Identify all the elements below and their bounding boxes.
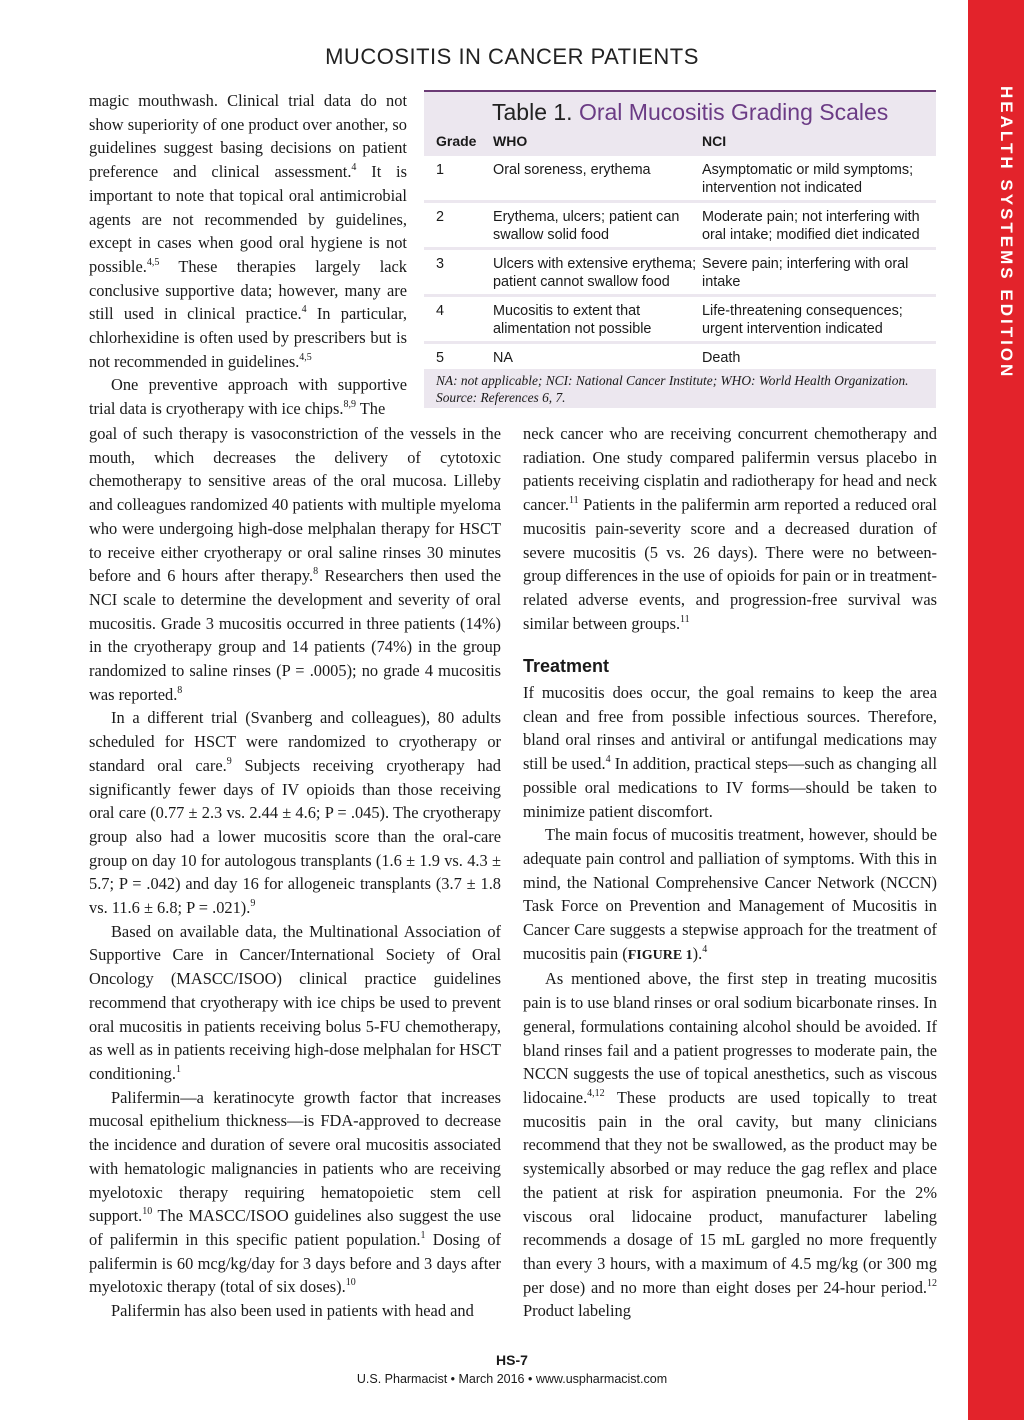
table-cell-grade: 4: [436, 303, 445, 319]
page-number: HS-7: [496, 1352, 528, 1368]
paragraph: [523, 967, 937, 1323]
paragraph: [89, 89, 407, 373]
body-column-right: [523, 422, 937, 1323]
paragraph: [523, 422, 937, 635]
text-run: Dosing of palifermin is 60 mcg/kg/day for 3 days before and 3 days after myelotoxic therapy (total of six doses).: [89, 1229, 501, 1297]
text-run: If mucositis does occur, the goal remains to keep the area clean and free from possible infectious sources. Therefore, bland oral rinses and antiviral or antifungal medications may still be used.: [523, 683, 937, 774]
citation: 4: [351, 162, 357, 174]
citation: 4,5: [146, 256, 160, 268]
table-cell-grade: 2: [436, 209, 445, 225]
citation: 4,12: [587, 1087, 605, 1099]
citation: 9: [250, 898, 256, 910]
paragraph: [89, 422, 501, 706]
table-header-who: WHO: [493, 133, 528, 149]
text-run: Product labeling: [523, 1301, 631, 1321]
text-run: As mentioned above, the first step in treating mucositis pain is to use bland rinses or oral sodium bicarbonate rinses. In general, formulations containing alcohol should be avoided. If bland rinses fail and a patient progresses to moderate pain, the NCCN suggests the use of topical anesthetics, such as viscous lidocaine.: [523, 969, 937, 1107]
citation: 8: [177, 684, 183, 696]
text-run: Palifermin—a keratinocyte growth factor that increases mucosal epithelium thickness—is FDA-approved to decrease the incidence and duration of severe oral mucositis associated with hematologic malignancies in patients who are receiving myelotoxic therapy requiring hematopoietic stem cell support.: [89, 1087, 501, 1226]
table-oral-mucositis-grading: [424, 90, 936, 408]
citation: 4: [702, 943, 708, 955]
table-cell-nci: Moderate pain; not interfering with oral intake; modified diet indicated: [702, 209, 920, 243]
body-column-top-left: [89, 89, 407, 421]
table-cell-nci: Death: [702, 350, 741, 366]
table-cell-grade: 5: [436, 350, 445, 366]
text-run: In a different trial (Svanberg and colleagues), 80 adults scheduled for HSCT were randomized to cryotherapy or standard oral care.: [89, 708, 501, 775]
running-head: MUCOSITIS IN CANCER PATIENTS: [325, 44, 699, 69]
paragraph: [523, 681, 937, 823]
citation: 10: [142, 1206, 153, 1218]
publication-footer: U.S. Pharmacist • March 2016 • www.uspharmacist.com: [356, 1372, 668, 1386]
citation: 1: [175, 1063, 181, 1075]
citation: 11: [568, 495, 579, 507]
citation: 11: [680, 613, 690, 625]
citation: 8: [313, 566, 319, 578]
table-header-grade: Grade: [436, 133, 477, 149]
citation: 1: [420, 1229, 426, 1241]
citation: 10: [345, 1277, 356, 1289]
text-run: The main focus of mucositis treatment, however, should be adequate pain control and palliation of symptoms. With this in mind, the National Comprehensive Cancer Network (NCCN) Task Force on Prevention and Management of Mucositis in Cancer Care suggests a stepwise approach for the treatment of mucositis pain (: [523, 825, 937, 963]
table-header-nci: NCI: [702, 133, 727, 149]
text-run: Researchers then used the NCI scale to determine the development and severity of oral mucositis. Grade 3 mucositis occurred in three patients (14%) in the cryotherapy group and 14 patients (74%) in the group randomized to saline rinses (P = .0005); no grade 4 mucositis was reported.: [89, 566, 501, 704]
table-title-prefix: Table 1.: [492, 99, 573, 125]
section-heading-treatment: Treatment: [523, 656, 610, 677]
text-run: These products are used topically to treat mucositis pain in the oral cavity, but many clinicians recommend that they not be swallowed, as the product may be systemically absorbed or may reduce the gag reflex and place the patient at risk for aspiration pneumonia. For the 2% viscous oral lidocaine product, manufacturer labeling recommends a dosage of 15 mL gargled no more frequently than every 3 hours, with a maximum of 4.5 mg/kg (or 300 mg per dose) and no more than eight doses per 24-hour period.: [523, 1087, 937, 1297]
text-run: The: [355, 399, 386, 419]
figure-reference: FIGURE 1: [627, 947, 693, 963]
citation: 4,5: [299, 351, 312, 363]
section-side-label: HEALTH SYSTEMS EDITION: [997, 86, 1016, 380]
text-run: goal of such therapy is vasoconstriction of the vessels in the mouth, which decreases the delivery of cytotoxic chemotherapy to sensitive areas of the oral mucosa. Lilleby and colleagues randomized 40 patients with multiple myeloma who were undergoing high-dose melphalan therapy for HSCT to receive either cryotherapy or oral saline rinses 30 minutes before and 6 hours after therapy.: [89, 424, 501, 586]
text-run: magic mouthwash. Clinical trial data do not show superiority of one product over another, so guidelines suggest basing decisions on patient preference and clinical assessment.: [89, 91, 407, 182]
paragraph: [523, 823, 937, 967]
table-cell-nci: Life-threatening consequences; urgent intervention indicated: [702, 303, 903, 337]
table-cell-who: Oral soreness, erythema: [493, 162, 651, 178]
citation: 9: [226, 755, 232, 767]
text-run: These therapies largely lack conclusive supportive data; however, many are still used in clinical practice.: [89, 256, 407, 324]
text-run: In addition, practical steps—such as changing all possible oral medications to IV forms—should be taken to minimize patient discomfort.: [523, 754, 937, 821]
body-column-left: [89, 422, 501, 1323]
table-cell-grade: 3: [436, 256, 445, 272]
paragraph: [89, 1299, 501, 1323]
text-run: Based on available data, the Multinational Association of Supportive Care in Cancer/International Society of Oral Oncology (MASCC/ISOO) clinical practice guidelines recommend that cryotherapy with ice chips be used to prevent oral mucositis in patients receiving bolus 5-FU chemotherapy, as well as in patients receiving high-dose melphalan for HSCT conditioning.: [89, 921, 501, 1083]
table-title: [492, 99, 888, 126]
text-run: Patients in the palifermin arm reported a reduced oral mucositis pain-severity score and a decreased duration of severe mucositis (5 vs. 26 days). There were no between-group differences in the use of opioids for pain or in treatment-related adverse events, and progression-free survival was similar between groups.: [523, 495, 937, 633]
paragraph: [89, 920, 501, 1086]
table-footnote: [436, 372, 908, 406]
text-run: It is important to note that topical oral antimicrobial agents are not recommended by guidelines, except in cases when good oral hygiene is not possible.: [89, 162, 407, 276]
table-row: [424, 297, 936, 341]
table-cell-who: Mucositis to extent that alimentation not possible: [493, 303, 652, 337]
citation: 8,9: [343, 399, 356, 411]
table-row: [424, 344, 936, 369]
text-run: In particular, chlorhexidine is often used by prescribers but is not recommended in guidelines.: [89, 304, 407, 371]
table-cell-nci: Asymptomatic or mild symptoms; intervention not indicated: [702, 162, 914, 196]
text-run: neck cancer who are receiving concurrent chemotherapy and radiation. One study compared palifermin versus placebo in patients receiving cisplatin and radiotherapy for head and neck cancer.: [523, 424, 937, 515]
paragraph: [89, 706, 501, 919]
table-source: Source: References 6, 7.: [436, 390, 566, 405]
table-cell-grade: 1: [436, 162, 445, 178]
text-run: ).: [692, 943, 703, 963]
citation: 4: [301, 304, 307, 316]
text-run: Subjects receiving cryotherapy had significantly fewer days of IV opioids than those receiving oral care (0.77 ± 2.3 vs. 2.44 ± 4.6; P = .045). The cryotherapy group also had a lower mucositis score than the oral-care group on day 10 for autologous transplants (1.6 ± 1.9 vs. 4.3 ± 5.7; P = .042) and day 16 for allogeneic transplants (3.7 ± 1.8 vs. 11.6 ± 6.8; P = .021).: [89, 755, 501, 918]
table-row: [424, 250, 936, 294]
text-run: Palifermin has also been used in patients with head and: [111, 1301, 474, 1321]
text-run: One preventive approach with supportive trial data is cryotherapy with ice chips.: [89, 375, 407, 419]
table-cell-who: Erythema, ulcers; patient can swallow solid food: [493, 209, 680, 243]
paragraph: [89, 1086, 501, 1299]
table-cell-nci: Severe pain; interfering with oral intake: [702, 256, 909, 290]
table-row: [424, 156, 936, 200]
table-title-main: Oral Mucositis Grading Scales: [578, 99, 889, 125]
table-cell-who: NA: [493, 350, 513, 366]
text-run: The MASCC/ISOO guidelines also suggest the use of palifermin in this specific patient population.: [89, 1206, 501, 1249]
paragraph: [89, 373, 407, 420]
citation: 12: [927, 1277, 937, 1289]
citation: 4: [605, 754, 611, 766]
table-row: [424, 203, 936, 247]
table-cell-who: Ulcers with extensive erythema; patient cannot swallow food: [493, 256, 697, 290]
table-abbreviations: NA: not applicable; NCI: National Cancer Institute; WHO: World Health Organization.: [436, 373, 909, 388]
